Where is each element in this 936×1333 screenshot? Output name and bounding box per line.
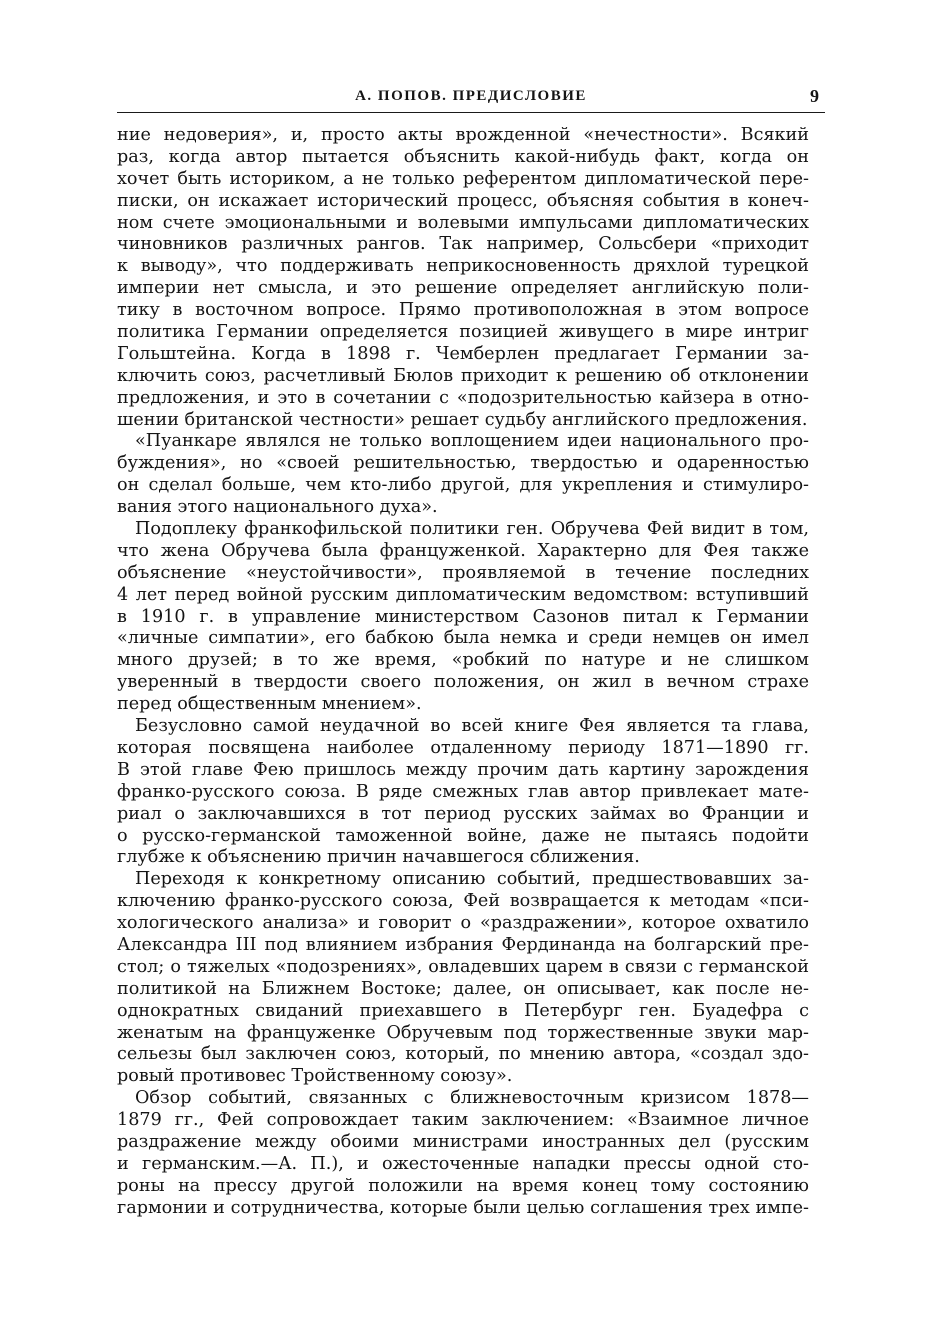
text-line: объяснение «неустойчивости», проявляемой в течение последних	[117, 562, 809, 583]
text-line: хочет быть историком, а не только референтом дипломатической пере-	[117, 168, 809, 189]
text-line: о русско-германской таможенной войне, даже не пытаясь подойти	[117, 825, 809, 846]
text-line: гармонии и сотрудничества, которые были целью соглашения трех импе-	[117, 1197, 809, 1218]
text-line: хологического анализа» и говорит о «раздражении», которое охватило	[117, 913, 809, 934]
text-line: он сделал больше, чем кто-либо другой, для укрепления и стимулиро-	[117, 475, 809, 496]
text-line: Обзор событий, связанных с ближневосточным кризисом 1878—	[135, 1088, 809, 1109]
text-line: 1879 гг., Фей сопровождает таким заключением: «Взаимное личное	[117, 1110, 809, 1131]
text-line: империи нет смысла, и это решение определяет английскую поли-	[117, 278, 809, 299]
text-line: сельезы был заключен союз, который, по мнению автора, «создал здо-	[117, 1044, 809, 1065]
text-line: Подоплеку франкофильской политики ген. Обручева Фей видит в том,	[135, 519, 809, 540]
text-line: раздражение между обоими министрами иностранных дел (русским	[117, 1131, 809, 1152]
page-number: 9	[810, 86, 819, 106]
text-line: тику в восточном вопросе. Прямо противоположная в этом вопросе	[117, 300, 809, 321]
text-line: стол; о тяжелых «подозрениях», овладевших царем в связи с германской	[117, 956, 809, 977]
text-line: В этой главе Фею пришлось между прочим дать картину зарождения	[117, 759, 809, 780]
text-line: чиновников различных рангов. Так например, Сольсбери «приходит	[117, 234, 809, 255]
text-line: которая посвящена наиболее отдаленному периоду 1871—1890 гг.	[117, 737, 809, 758]
text-line: в 1910 г. в управление министерством Сазонов питал к Германии	[117, 606, 809, 627]
text-line: вания этого национального духа».	[117, 497, 438, 518]
text-line: ние недоверия», и, просто акты врожденной «нечестности». Всякий	[117, 125, 809, 145]
text-line: ном счете эмоциональными и волевыми импульсами дипломатических	[117, 212, 809, 233]
text-line: политикой на Ближнем Востоке; далее, он описывает, как после не-	[117, 978, 809, 999]
text-line: предложения, и это в сочетании с «подозрительностью кайзера в отно-	[117, 387, 809, 408]
text-line: что жена Обручева была француженкой. Характерно для Фея также	[117, 540, 809, 561]
text-line: Переходя к конкретному описанию событий, предшествовавших за-	[135, 869, 809, 890]
text-line: писки, он искажает исторический процесс, объясняя события в конеч-	[117, 190, 809, 211]
text-line: и германским.—А. П.), и ожесточенные нападки прессы одной сто-	[117, 1153, 809, 1174]
text-line: к выводу», что поддерживать неприкосновенность дряхлой турецкой	[117, 256, 809, 277]
text-line: много друзей; в то же время, «робкий по натуре и не слишком	[117, 650, 809, 671]
text-line: шении британской честности» решает судьбу английского предложения.	[117, 409, 808, 430]
text-line: буждения», но «своей решительностью, твердостью и одаренностью	[117, 453, 809, 474]
text-line: ключению франко-русского союза, Фей возвращается к методам «пси-	[117, 891, 809, 912]
text-line: «личные симпатии», его бабкою была немка и среди немцев он имел	[117, 628, 809, 649]
text-line: роны на прессу другой положили на время конец тому состоянию	[117, 1175, 809, 1196]
running-title: А. ПОПОВ. ПРЕДИСЛОВИЕ	[355, 88, 587, 104]
text-line: перед общественным мнением».	[117, 694, 422, 715]
body-text	[117, 125, 809, 1220]
text-line: риал о заключавшихся в тот период русских займах во Франции и	[117, 803, 809, 824]
text-line: ровый противовес Тройственному союзу».	[117, 1066, 513, 1087]
text-line: 4 лет перед войной русским дипломатическим ведомством: вступивший	[117, 584, 809, 605]
text-line: ключить союз, расчетливый Бюлов приходит к решению об отклонении	[117, 365, 809, 386]
text-line: глубже к объяснению причин начавшегося сближения.	[117, 847, 640, 868]
text-line: политика Германии определяется позицией живущего в мире интриг	[117, 322, 809, 343]
text-line: Александра III под влиянием избрания Фердинанда на болгарский пре-	[117, 934, 809, 955]
text-line: Безусловно самой неудачной во всей книге Фея является та глава,	[135, 716, 809, 737]
text-line: «Пуанкаре являлся не только воплощением идеи национального про-	[135, 431, 809, 452]
text-line: Гольштейна. Когда в 1898 г. Чемберлен предлагает Германии за-	[117, 343, 809, 364]
text-line: однократных свиданий приехавшего в Петербург ген. Буадефра с	[117, 1000, 809, 1021]
text-line: уверенный в твердости своего положения, он жил в вечном страхе	[117, 672, 809, 693]
text-line: франко-русского союза. В ряде смежных глав автор привлекает мате-	[117, 781, 809, 802]
running-head	[117, 86, 825, 113]
text-line: женатым на француженке Обручевым под торжественные звуки мар-	[117, 1022, 809, 1043]
text-line: раз, когда автор пытается объяснить какой-нибудь факт, когда он	[117, 146, 809, 167]
